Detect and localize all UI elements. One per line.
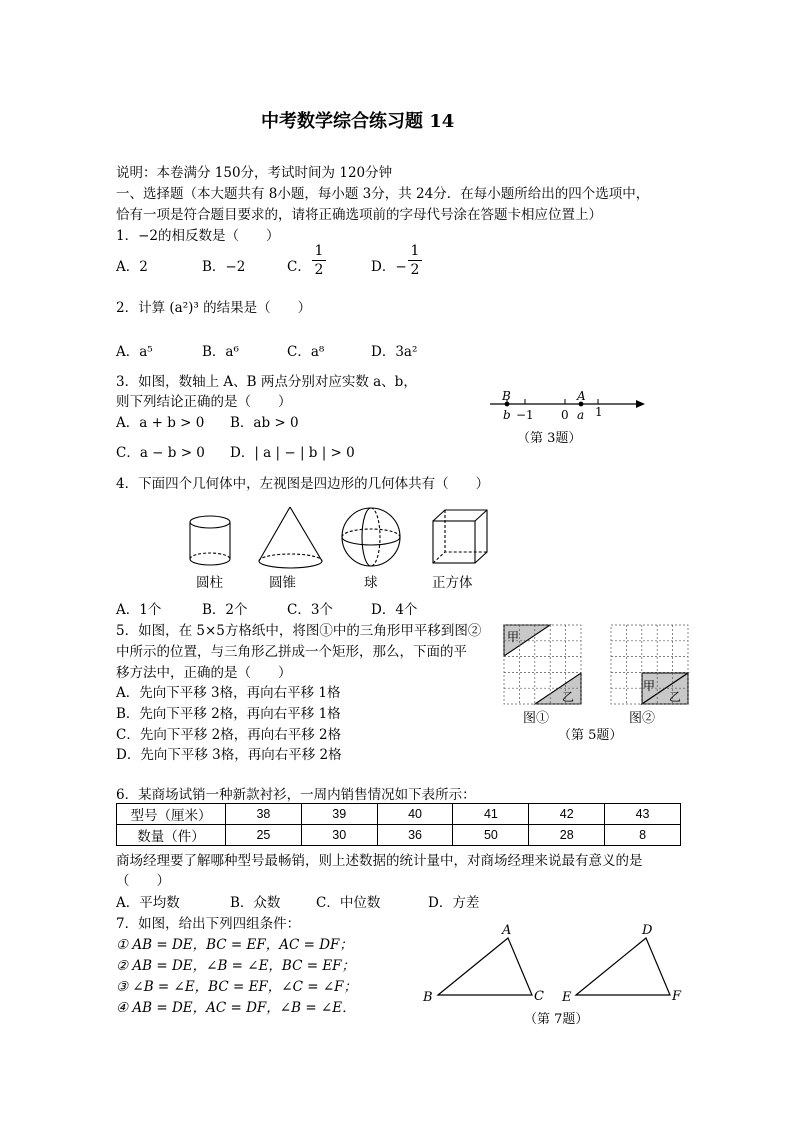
label-one: 1 bbox=[595, 405, 603, 419]
jia-label-2: 甲 bbox=[643, 679, 656, 693]
q1-option-c-fraction: 1 2 bbox=[312, 243, 326, 278]
triangle-def bbox=[576, 938, 670, 995]
q5-option-d: D．先向下平移 3格，再向右平移 2格 bbox=[116, 747, 342, 763]
q1-option-c: C． bbox=[287, 259, 311, 275]
q5-stem-line2: 中所示的位置，与三角形乙拼成一个矩形，那么，下面的平 bbox=[116, 644, 467, 660]
table-cell: 41 bbox=[453, 804, 529, 825]
label-a: a bbox=[577, 408, 585, 422]
solid-label-cone: 圆锥 bbox=[269, 575, 296, 591]
jia-label-1: 甲 bbox=[507, 630, 520, 644]
page-title: 中考数学综合练习题 14 bbox=[261, 111, 455, 132]
vertex-A: A bbox=[502, 923, 512, 938]
q5-option-a: A．先向下平移 3格，再向右平移 1格 bbox=[116, 685, 341, 701]
q5-stem-line3: 移方法中，正确的是（ ） bbox=[116, 665, 292, 681]
section-heading-line1: 一、选择题（本大题共有 8小题，每小题 3分，共 24分．在每小题所给出的四个选项中， bbox=[116, 186, 650, 202]
q6-question-line2: （ ） bbox=[116, 873, 170, 889]
solid-label-sphere: 球 bbox=[364, 575, 378, 591]
q6-stem: 6．某商场试销一种新款衬衫，一周内销售情况如下表所示： bbox=[116, 787, 476, 803]
q7-condition-1: ① AB = DE，BC = EF，AC = DF； bbox=[116, 937, 353, 953]
yi-label-1: 乙 bbox=[562, 690, 575, 704]
q3-option-c: C．a − b > 0 bbox=[116, 445, 205, 461]
section-heading-line2: 恰有一项是符合题目要求的，请将正确选项前的字母代号涂在答题卡相应位置上） bbox=[116, 207, 602, 223]
fig1-label: 图① bbox=[523, 711, 550, 726]
yi-label-2: 乙 bbox=[669, 690, 682, 704]
q5-option-c: C．先向下平移 2格，再向右平移 2格 bbox=[116, 727, 342, 743]
q3-option-d: D．| a | − | b | > 0 bbox=[230, 445, 355, 461]
table-header-size: 型号（厘米） bbox=[117, 804, 226, 825]
q2-option-c: C．a⁸ bbox=[287, 344, 325, 360]
q6-option-a: A．平均数 bbox=[116, 895, 180, 911]
q7-caption: （第 7题） bbox=[524, 1012, 589, 1027]
q7-condition-4: ④ AB = DE，AC = DF，∠B = ∠E． bbox=[116, 1000, 356, 1016]
label-minus-one: −1 bbox=[516, 408, 534, 422]
table-cell: 36 bbox=[377, 825, 453, 846]
q1-option-d: D．− bbox=[371, 259, 407, 275]
q2-option-a: A．a⁵ bbox=[116, 344, 153, 360]
table-cell: 25 bbox=[226, 825, 302, 846]
vertex-D: D bbox=[642, 923, 653, 938]
q6-option-c: C．中位数 bbox=[316, 895, 381, 911]
q6-option-b: B．众数 bbox=[230, 895, 281, 911]
label-A: A bbox=[577, 389, 586, 403]
triangle-abc bbox=[438, 938, 532, 995]
q6-option-d: D．方差 bbox=[428, 895, 480, 911]
vertex-B: B bbox=[423, 990, 433, 1005]
fig2-label: 图② bbox=[629, 711, 656, 726]
q7-condition-3: ③ ∠B = ∠E，BC = EF，∠C = ∠F； bbox=[116, 979, 358, 995]
q4-option-a: A．1个 bbox=[116, 602, 162, 618]
label-zero: 0 bbox=[561, 408, 569, 422]
table-cell: 28 bbox=[529, 825, 605, 846]
solid-label-cube: 正方体 bbox=[432, 575, 473, 591]
vertex-C: C bbox=[534, 989, 544, 1004]
q5-caption: （第 5题） bbox=[558, 728, 623, 743]
q3-caption: （第 3题） bbox=[517, 431, 582, 446]
q1-stem: 1．−2的相反数是（ ） bbox=[116, 228, 280, 244]
table-cell: 8 bbox=[605, 825, 681, 846]
q4-option-c: C．3个 bbox=[287, 602, 333, 618]
table-cell: 42 bbox=[529, 804, 605, 825]
q5-stem-line1: 5．如图，在 5×5方格纸中，将图①中的三角形甲平移到图② bbox=[116, 623, 482, 639]
table-cell: 38 bbox=[226, 804, 302, 825]
table-cell: 30 bbox=[301, 825, 377, 846]
q2-stem: 2．计算 (a²)³ 的结果是（ ） bbox=[116, 300, 312, 316]
label-b: b bbox=[503, 408, 511, 422]
q1-option-d-fraction: 1 2 bbox=[408, 243, 422, 278]
q6-question-line1: 商场经理要了解哪种型号最畅销，则上述数据的统计量中，对商场经理来说最有意义的是 bbox=[116, 853, 643, 869]
solid-label-cylinder: 圆柱 bbox=[196, 575, 223, 591]
q4-option-b: B．2个 bbox=[202, 602, 248, 618]
q4-option-d: D．4个 bbox=[371, 602, 418, 618]
vertex-E: E bbox=[562, 990, 572, 1005]
q3-option-b: B．ab > 0 bbox=[230, 415, 299, 431]
q2-option-d: D．3a² bbox=[371, 344, 418, 360]
label-B: B bbox=[502, 389, 511, 403]
q5-option-b: B．先向下平移 2格，再向右平移 1格 bbox=[116, 706, 341, 722]
q3-stem-line2: 则下列结论正确的是（ ） bbox=[116, 394, 292, 410]
table-header-count: 数量（件） bbox=[117, 825, 226, 846]
q4-stem: 4．下面四个几何体中，左视图是四边形的几何体共有（ ） bbox=[116, 476, 490, 492]
table-cell: 39 bbox=[301, 804, 377, 825]
q7-condition-2: ② AB = DE，∠B = ∠E，BC = EF； bbox=[116, 958, 356, 974]
q7-stem: 7．如图，给出下列四组条件： bbox=[116, 916, 301, 932]
q1-option-a: A．2 bbox=[116, 259, 148, 275]
q3-option-a: A．a + b > 0 bbox=[116, 415, 205, 431]
table-cell: 40 bbox=[377, 804, 453, 825]
q1-option-b: B．−2 bbox=[202, 259, 246, 275]
table-cell: 50 bbox=[453, 825, 529, 846]
vertex-F: F bbox=[672, 989, 682, 1004]
table-cell: 43 bbox=[605, 804, 681, 825]
exam-instructions: 说明：本卷满分 150分，考试时间为 120分钟 bbox=[116, 165, 393, 181]
q3-stem-line1: 3．如图，数轴上 A、B 两点分别对应实数 a、b， bbox=[116, 374, 417, 390]
q2-option-b: B．a⁶ bbox=[202, 344, 239, 360]
